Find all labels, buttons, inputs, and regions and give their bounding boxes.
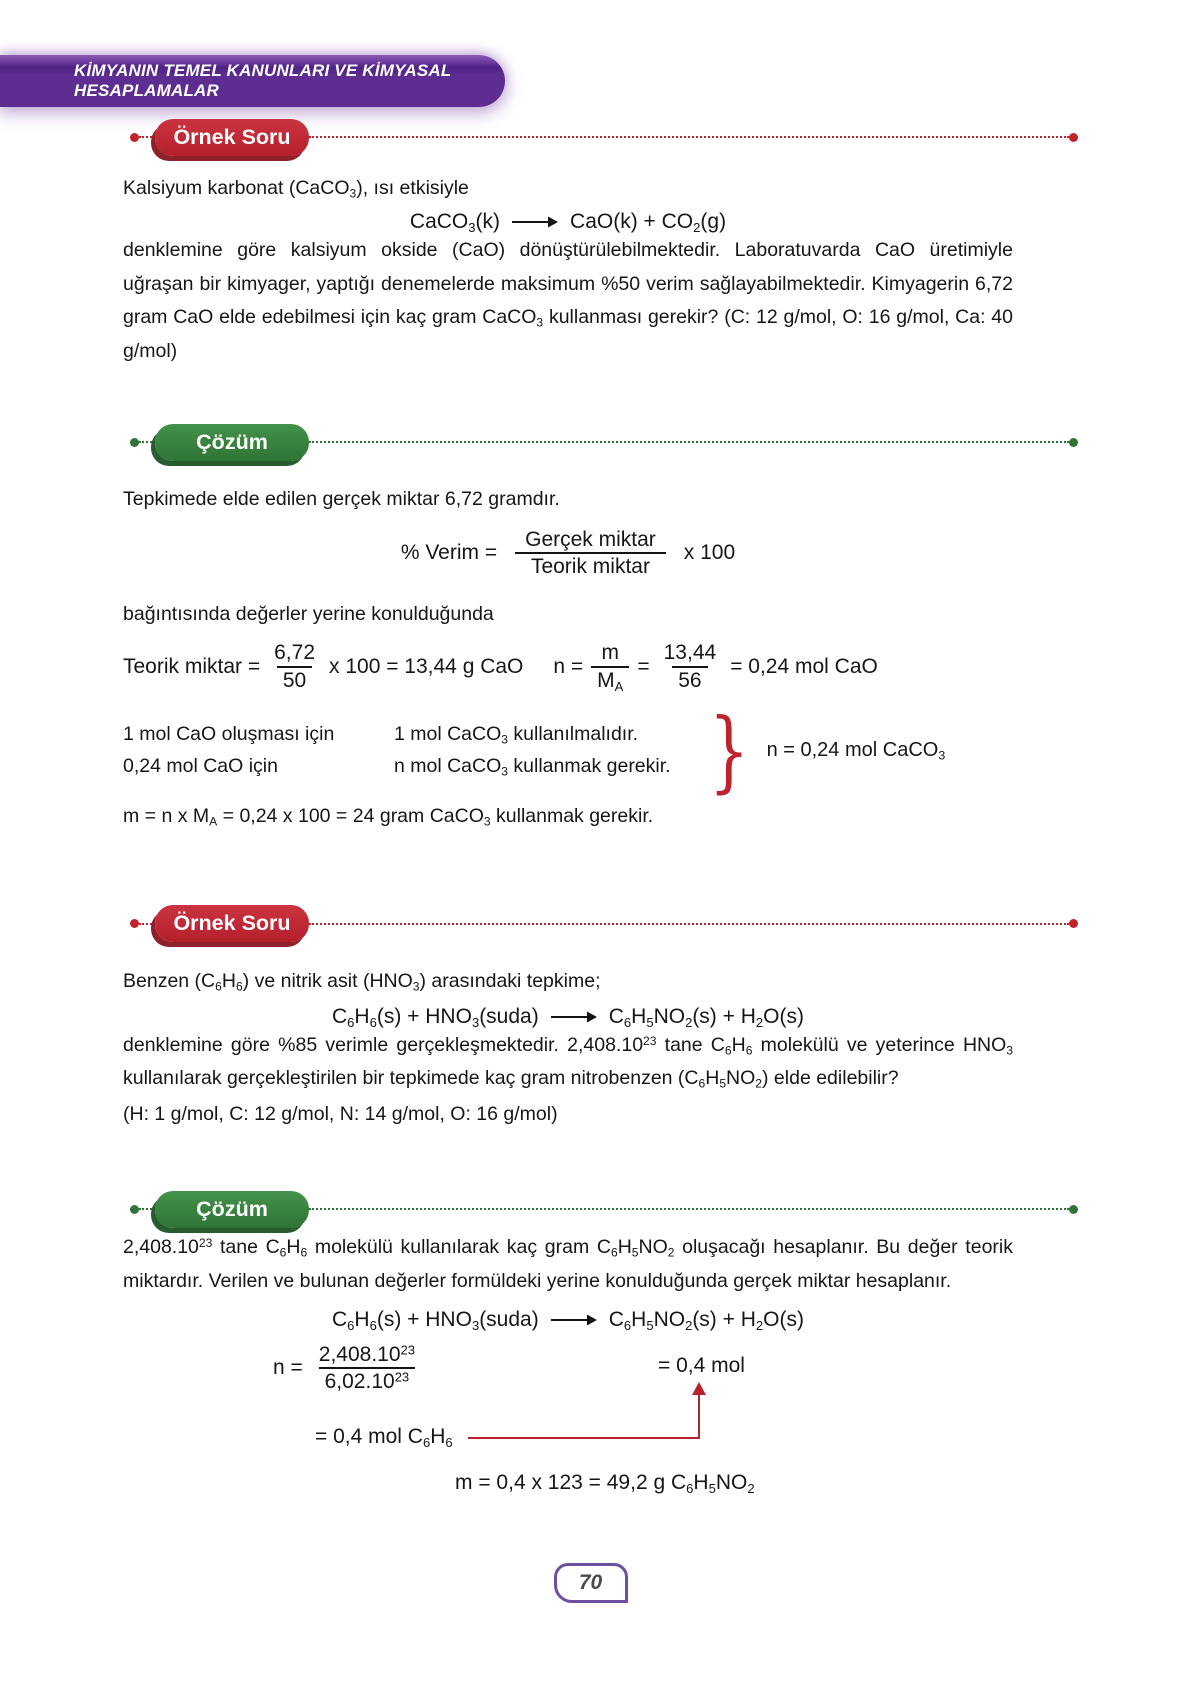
avogadro-fraction xyxy=(313,1342,421,1394)
example-question-1-header xyxy=(130,115,1078,159)
theoretical-amount-row xyxy=(123,640,1013,692)
fraction-numerator: 6,72 xyxy=(274,641,315,665)
equation-right: $C_6H_5NO_2(s) + H_2O(s)$ xyxy=(608,1004,804,1030)
yield-fraction xyxy=(509,527,672,579)
question2-intro: Benzen $(C_6H_6)$ ve nitrik asit $(HNO_3)$ arasındaki tepkime; xyxy=(123,969,601,994)
dotted-rule xyxy=(139,136,155,138)
calculation-diagram xyxy=(123,1340,1013,1505)
question2-molar-masses: (H: 1 g/mol, C: 12 g/mol, N: 14 g/mol, O: 16 g/mol) xyxy=(123,1102,558,1125)
chapter-title: KİMYANIN TEMEL KANUNLARI VE KİMYASAL HESAPLAMALAR xyxy=(74,61,452,100)
question1-intro: Kalsiyum karbonat (CaCO$_3$), ısı etkisiyle xyxy=(123,177,469,201)
yield-label: % Verim = xyxy=(400,541,498,565)
fraction-denominator: $M_A$ xyxy=(591,666,629,693)
proportion-row2-right: n mol CaCO$_3$ kullanmak gerekir. xyxy=(394,755,671,779)
dotted-rule xyxy=(309,1208,1069,1210)
equals-sign: = xyxy=(637,654,650,678)
solution-1-header xyxy=(130,420,1078,464)
solution-badge xyxy=(155,424,309,461)
rule-start-dot xyxy=(130,1205,139,1214)
reaction-equation-1 xyxy=(123,210,1013,234)
fraction-numerator: m xyxy=(601,641,620,665)
dotted-rule xyxy=(309,441,1069,443)
fraction-numerator: 2,408.10$^{23}$ xyxy=(318,1342,416,1367)
solution-badge xyxy=(155,1191,309,1228)
reaction-equation-2 xyxy=(123,1005,1013,1029)
rule-start-dot xyxy=(130,438,139,447)
yield-suffix: x 100 xyxy=(683,541,736,565)
question1-body: denklemine göre kalsiyum okside (CaO) dönüştürülebilmektedir. Laboratuvarda CaO üretimiyle uğraşan bir kimyager, yaptığı denemelerde maksimum %50 verim sağlayabilmektedir. Kimyagerin 6,72 gram CaO elde edebilmesi için kaç gram CaCO$_3$ kullanması gerekir? (C: 12 g/mol, O: 16 g/mol, Ca: 40 g/mol) xyxy=(123,239,1013,362)
mole-fraction-2 xyxy=(658,640,723,692)
dotted-rule xyxy=(139,1208,155,1210)
fraction-denominator: 6,02.10$^{23}$ xyxy=(319,1367,416,1394)
rule-end-dot xyxy=(1069,133,1078,142)
mole-label: n = xyxy=(273,1356,303,1380)
equation-right: $C_6H_5NO_2(s) + H_2O(s)$ xyxy=(608,1308,804,1334)
solution-2-header xyxy=(130,1187,1078,1231)
badge-label: Çözüm xyxy=(196,429,268,454)
example-question-badge xyxy=(155,905,309,942)
yield-formula xyxy=(123,527,1013,579)
dotted-rule xyxy=(309,136,1069,138)
brace-icon: } xyxy=(708,698,749,802)
solution1-line2: bağıntısında değerler yerine konulduğunda xyxy=(123,603,494,626)
proportion-result: n = 0,24 mol CaCO$_3$ xyxy=(766,739,946,763)
fraction-numerator: 13,44 xyxy=(663,641,717,665)
badge-label: Örnek Soru xyxy=(173,911,291,936)
proportion-lines xyxy=(123,723,671,778)
proportion-block xyxy=(123,698,1013,802)
fraction-numerator: Gerçek miktar xyxy=(525,528,656,551)
solution2-mass-line: m = 0,4 x 123 = 49,2 g $C_6H_5NO_2$ xyxy=(455,1471,755,1497)
chapter-banner xyxy=(0,55,505,107)
theoretical-label: Teorik miktar = xyxy=(123,654,261,678)
mole-result: = 0,24 mol CaO xyxy=(730,654,878,678)
equation-right: $CaO(k) + CO_2(g)$ xyxy=(570,210,727,235)
mole-calculation xyxy=(273,1342,421,1394)
theoretical-fraction xyxy=(268,640,321,692)
rule-start-dot xyxy=(130,919,139,928)
dotted-rule xyxy=(309,923,1069,925)
dotted-rule xyxy=(139,923,155,925)
fraction-denominator: 56 xyxy=(672,666,707,693)
rule-end-dot xyxy=(1069,919,1078,928)
solution1-mass-line: m = n x $M_A = 0,24$ x 100 = 24 gram CaCO$_3$ kullanmak gerekir. xyxy=(123,804,654,829)
solution2-paragraph: 2,408.10$^{23}$ tane $C_6H_6$ molekülü kullanılarak kaç gram $C_6H_5NO_2$ oluşacağı hesaplanır. Bu değer teorik miktardır. Verilen ve bulunan değerler formüldeki yerine konulduğunda gerçek miktar hesaplanır. xyxy=(123,1236,1013,1292)
fraction-denominator: Teorik miktar xyxy=(515,552,666,579)
proportion-row1-right: 1 mol CaCO$_3$ kullanılmalıdır. xyxy=(394,723,639,747)
mole-fraction-1 xyxy=(591,640,629,692)
fraction-denominator: 50 xyxy=(277,666,312,693)
reaction-arrow-icon xyxy=(512,216,558,228)
mole-label: n = xyxy=(553,654,584,678)
equation-left: $C_6H_6(s)$ + $HNO_3(suda)$ xyxy=(332,1308,539,1334)
reaction-arrow-icon xyxy=(551,1011,597,1023)
reaction-equation-3 xyxy=(123,1308,1013,1332)
connector-line-vertical xyxy=(698,1394,700,1439)
rule-end-dot xyxy=(1069,438,1078,447)
rule-end-dot xyxy=(1069,1205,1078,1214)
benzene-mole-result: = 0,4 mol $C_6H_6$ xyxy=(315,1425,453,1451)
dotted-rule xyxy=(139,441,155,443)
example-question-badge xyxy=(155,119,309,156)
reaction-arrow-icon xyxy=(551,1314,597,1326)
badge-label: Örnek Soru xyxy=(173,124,291,149)
rule-start-dot xyxy=(130,133,139,142)
badge-label: Çözüm xyxy=(196,1196,268,1221)
mole-result: = 0,4 mol xyxy=(658,1354,745,1378)
up-arrow-icon xyxy=(692,1382,706,1395)
question2-body: denklemine göre %85 verimle gerçekleşmektedir. 2,408.10$^{23}$ tane $C_6H_6$ molekülü ve yeterince $HNO_3$ kullanılarak gerçekleştirilen bir tepkimede kaç gram nitrobenzen $(C_6H_5NO_2)$ elde edilebilir? xyxy=(123,1033,1013,1091)
page-number: 70 xyxy=(578,1571,603,1595)
page-number-box xyxy=(554,1563,628,1603)
equation-left: $C_6H_6(s)$ + $HNO_3(suda)$ xyxy=(332,1004,539,1030)
connector-line-horizontal xyxy=(468,1437,700,1439)
proportion-row1-left: 1 mol CaO oluşması için xyxy=(123,723,335,746)
solution1-line1: Tepkimede elde edilen gerçek miktar 6,72 gramdır. xyxy=(123,488,560,510)
example-question-2-header xyxy=(130,902,1078,946)
equation-left: CaCO$_3$(k) xyxy=(409,210,501,235)
proportion-row2-left: 0,24 mol CaO için xyxy=(123,755,278,778)
theoretical-result: x 100 = 13,44 g CaO xyxy=(329,654,524,678)
